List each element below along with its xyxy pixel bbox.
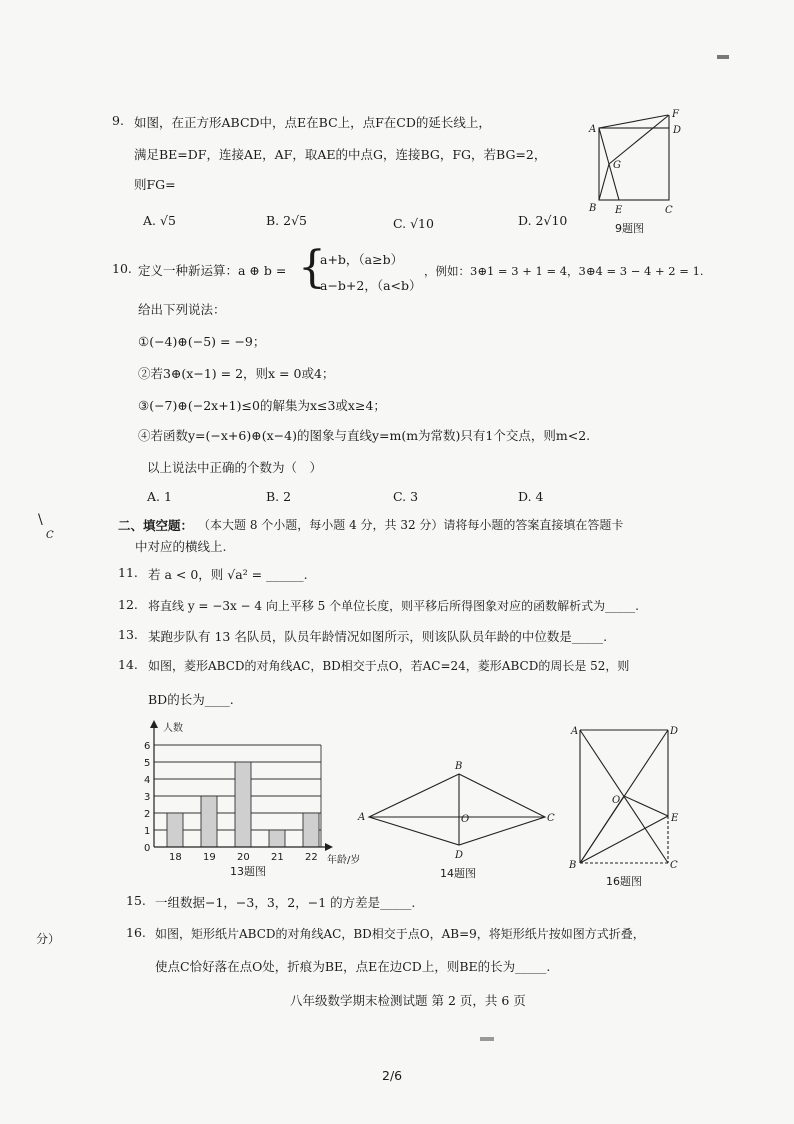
q9-option-d: D. 2√10	[518, 213, 568, 228]
q16-figure	[562, 718, 692, 890]
y-tick-label: 1	[144, 826, 151, 837]
bar-20	[235, 762, 251, 847]
y-axis-title: 人数	[163, 723, 183, 734]
q15-number: 15.	[126, 893, 146, 908]
q9-label-f: F	[672, 109, 679, 120]
q14-number: 14.	[118, 657, 138, 672]
q16-caption: 16题图	[606, 875, 642, 888]
q10-brace: {	[298, 242, 326, 293]
q9-line2: 满足BE=DF，连接AE，AF，取AE的中点G，连接BG，FG，若BG=2，	[134, 147, 547, 162]
q9-label-c: C	[665, 205, 673, 216]
q9-caption: 9题图	[615, 222, 644, 235]
x-axis-title: 年龄/岁	[327, 855, 361, 866]
q13-text: 某跑步队有 13 名队员，队员年龄情况如图所示，则该队队员年龄的中位数是_____.	[148, 629, 608, 644]
chart-caption: 13题图	[230, 865, 266, 878]
q13-number: 13.	[118, 627, 138, 642]
q16-label-d: D	[670, 726, 679, 737]
q14-figure	[355, 755, 570, 885]
q12-text: 将直线 y = −3x − 4 向上平移 5 个单位长度，则平移后所得图象对应的函数解析式为_____.	[148, 599, 639, 613]
margin-c: C	[46, 530, 54, 541]
q12-number: 12.	[118, 597, 138, 612]
q9-line3: 则FG=	[134, 177, 176, 192]
q14-label-o: O	[461, 814, 470, 825]
q9-label-g: G	[613, 160, 621, 171]
bar-18	[167, 813, 183, 847]
q9-label-a: A	[589, 124, 597, 135]
q10-statement-4: ④若函数y=(−x+6)⊕(x−4)的图象与直线y=m(m为常数)只有1个交点，则m<2.	[138, 428, 591, 443]
q10-question: 以上说法中正确的个数为（ ）	[147, 460, 323, 475]
scan-mark	[717, 55, 729, 59]
page-footer: 八年级数学期末检测试题 第 2 页，共 6 页	[290, 993, 526, 1008]
x-axis-arrow	[325, 843, 333, 851]
scan-mark	[480, 1037, 494, 1041]
section2-title: 二、填空题：	[118, 518, 194, 533]
x-tick-label: 18	[169, 852, 182, 863]
q16-label-o: O	[612, 795, 621, 806]
margin-fen: 分）	[36, 932, 61, 946]
q9-option-c: C. √10	[393, 216, 434, 231]
q10-statement-3: ③(−7)⊕(−2x+1)≤0的解集为x≤3或x≥4；	[138, 398, 386, 413]
bar-19	[201, 796, 217, 847]
x-tick-label: 20	[237, 852, 250, 863]
q10-option-c: C. 3	[393, 489, 419, 504]
q14-label-c: C	[547, 813, 555, 824]
q16-label-b: B	[569, 860, 577, 871]
q9-option-b: B. 2√5	[266, 213, 308, 228]
q9-label-e: E	[615, 205, 623, 216]
q9-label-b: B	[589, 203, 597, 214]
q10-option-d: D. 4	[518, 489, 544, 504]
q10-option-b: B. 2	[266, 489, 292, 504]
q9-option-a: A. √5	[143, 213, 176, 228]
q14-label-d: D	[455, 850, 464, 861]
y-tick-label: 0	[144, 843, 151, 854]
q10-statement-2: ②若3⊕(x−1) = 2，则x = 0或4；	[138, 366, 335, 381]
q16-label-c: C	[670, 860, 678, 871]
q16-label-a: A	[571, 726, 579, 737]
q13-bar-chart	[125, 715, 385, 880]
q14-caption: 14题图	[440, 867, 476, 880]
q9-number: 9.	[112, 113, 124, 128]
y-tick-label: 4	[144, 775, 151, 786]
q10-number: 10.	[112, 261, 132, 276]
bar-22	[303, 813, 319, 847]
q16-line2: 使点C恰好落在点O处，折痕为BE，点E在边CD上，则BE的长为_____.	[155, 959, 551, 974]
q15-text: 一组数据−1，−3，3，2，−1 的方差是_____.	[155, 895, 416, 910]
x-tick-label: 19	[203, 852, 216, 863]
section2-desc1: （本大题 8 个小题，每小题 4 分，共 32 分）请将每小题的答案直接填在答题卡	[198, 518, 624, 532]
y-tick-label: 5	[144, 758, 151, 769]
q9-line1: 如图，在正方形ABCD中，点E在BC上，点F在CD的延长线上，	[134, 115, 491, 130]
q14-line2: BD的长为____.	[148, 692, 234, 707]
y-tick-label: 6	[144, 741, 151, 752]
q10-statement-1: ①(−4)⊕(−5) = −9；	[138, 334, 266, 349]
section2-desc2: 中对应的横线上.	[135, 539, 227, 554]
y-axis-arrow	[150, 720, 158, 728]
margin-mark: \	[38, 512, 43, 528]
x-tick-label: 22	[305, 852, 318, 863]
q16-number: 16.	[126, 925, 146, 940]
bar-21	[269, 830, 285, 847]
q10-case2: a−b+2，（a<b）	[320, 278, 422, 293]
q16-label-e: E	[671, 813, 679, 824]
q14-line1: 如图，菱形ABCD的对角线AC，BD相交于点O，若AC=24，菱形ABCD的周长是 52，则	[148, 659, 630, 673]
q11-number: 11.	[118, 565, 138, 580]
y-tick-label: 3	[144, 792, 151, 803]
q9-label-d: D	[673, 125, 682, 136]
q9-figure	[585, 105, 695, 240]
q10-example: ，例如：3⊕1 = 3 + 1 = 4，3⊕4 = 3 − 4 + 2 = 1.	[424, 264, 704, 278]
q16-line1: 如图，矩形纸片ABCD的对角线AC，BD相交于点O，AB=9，将矩形纸片按如图方式折叠，	[155, 927, 645, 941]
q14-label-b: B	[455, 761, 463, 772]
q11-text: 若 a < 0，则 √a² = ______.	[148, 567, 308, 582]
q10-def-lead: 定义一种新运算：a ⊕ b =	[138, 263, 287, 278]
q14-label-a: A	[358, 812, 366, 823]
page-number: 2/6	[382, 1068, 403, 1083]
q10-option-a: A. 1	[147, 489, 172, 504]
x-tick-label: 21	[271, 852, 284, 863]
q10-prompt: 给出下列说法：	[138, 302, 226, 317]
y-tick-label: 2	[144, 809, 151, 820]
q10-case1: a+b，（a≥b）	[320, 252, 404, 267]
